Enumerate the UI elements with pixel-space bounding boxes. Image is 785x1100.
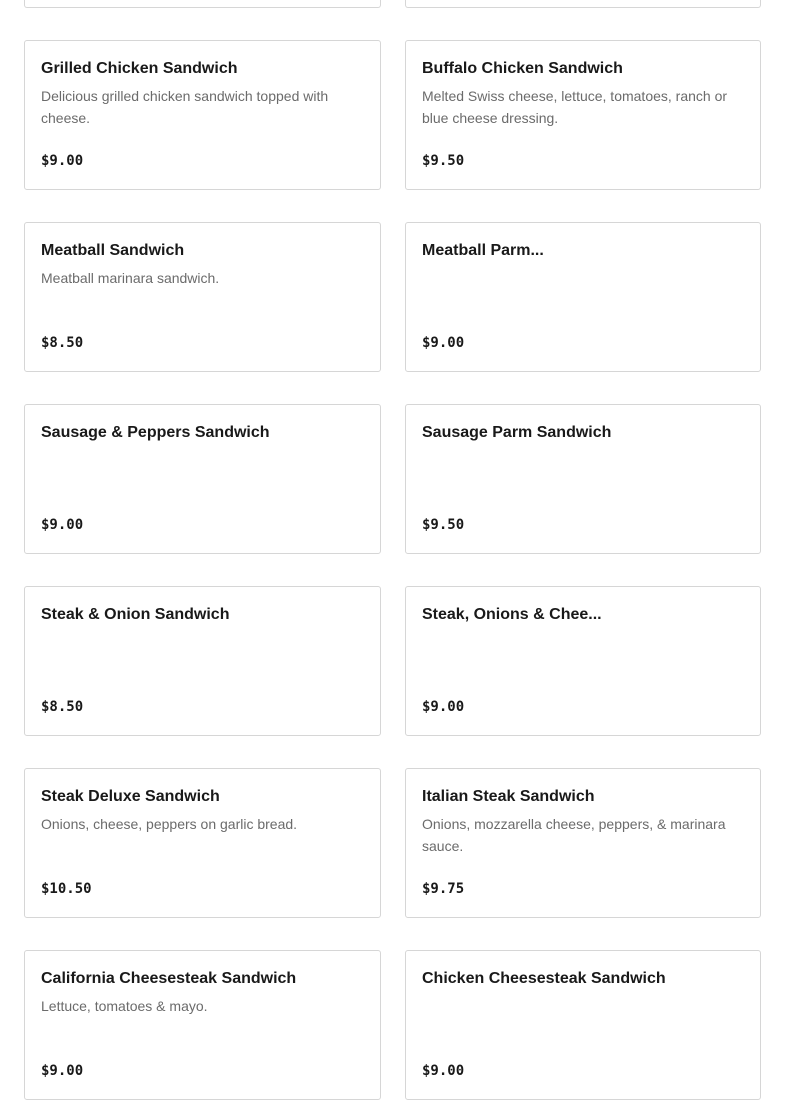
menu-item-name: Meatball Parm... xyxy=(422,242,544,259)
menu-item-card[interactable] xyxy=(405,0,761,8)
menu-item-card[interactable] xyxy=(24,404,381,554)
menu-item-description: Onions, mozzarella cheese, peppers, & marinara sauce. xyxy=(422,816,726,854)
menu-item-price: $9.00 xyxy=(41,153,84,169)
menu-item-card[interactable] xyxy=(405,222,761,372)
menu-item-name: Buffalo Chicken Sandwich xyxy=(422,60,623,77)
menu-item-description: Lettuce, tomatoes & mayo. xyxy=(41,998,208,1014)
menu-item-price: $9.00 xyxy=(41,517,84,533)
menu-item-description: Onions, cheese, peppers on garlic bread. xyxy=(41,816,298,832)
menu-item-name: Steak, Onions & Chee... xyxy=(422,606,602,623)
menu-item-card[interactable] xyxy=(405,586,761,736)
menu-item-price: $9.50 xyxy=(422,153,465,169)
menu-item-name: Sausage & Peppers Sandwich xyxy=(41,424,270,441)
menu-item-price: $9.75 xyxy=(422,881,465,897)
menu-item-name: California Cheesesteak Sandwich xyxy=(41,970,297,987)
menu-item-name: Steak & Onion Sandwich xyxy=(41,606,230,623)
menu-item-card[interactable] xyxy=(405,768,761,918)
menu-item-card[interactable] xyxy=(24,768,381,918)
menu-item-name: Italian Steak Sandwich xyxy=(422,788,595,805)
menu-item-card[interactable] xyxy=(24,0,381,8)
menu-item-price: $9.00 xyxy=(422,1063,465,1079)
menu-item-name: Sausage Parm Sandwich xyxy=(422,424,612,441)
menu-item-price: $9.00 xyxy=(41,1063,84,1079)
menu-item-card[interactable] xyxy=(24,586,381,736)
menu-item-card[interactable] xyxy=(405,950,761,1100)
menu-item-price: $9.00 xyxy=(422,335,465,351)
menu-item-card[interactable] xyxy=(24,222,381,372)
menu-items-grid xyxy=(24,0,761,1100)
menu-item-description: Meatball marinara sandwich. xyxy=(41,270,220,286)
menu-item-name: Grilled Chicken Sandwich xyxy=(41,60,238,77)
menu-item-description: Delicious grilled chicken sandwich topped with cheese. xyxy=(41,88,329,126)
menu-item-card[interactable] xyxy=(405,404,761,554)
menu-item-name: Steak Deluxe Sandwich xyxy=(41,788,220,805)
menu-item-price: $9.50 xyxy=(422,517,465,533)
menu-item-price: $10.50 xyxy=(41,881,92,897)
menu-item-price: $9.00 xyxy=(422,699,465,715)
menu-item-card[interactable] xyxy=(24,950,381,1100)
menu-item-price: $8.50 xyxy=(41,335,84,351)
menu-item-description: Melted Swiss cheese, lettuce, tomatoes, ranch or blue cheese dressing. xyxy=(422,88,728,126)
menu-item-name: Meatball Sandwich xyxy=(41,242,185,259)
menu-item-card[interactable] xyxy=(24,40,381,190)
menu-item-name: Chicken Cheesesteak Sandwich xyxy=(422,970,666,987)
menu-item-card[interactable] xyxy=(405,40,761,190)
menu-item-price: $8.50 xyxy=(41,699,84,715)
